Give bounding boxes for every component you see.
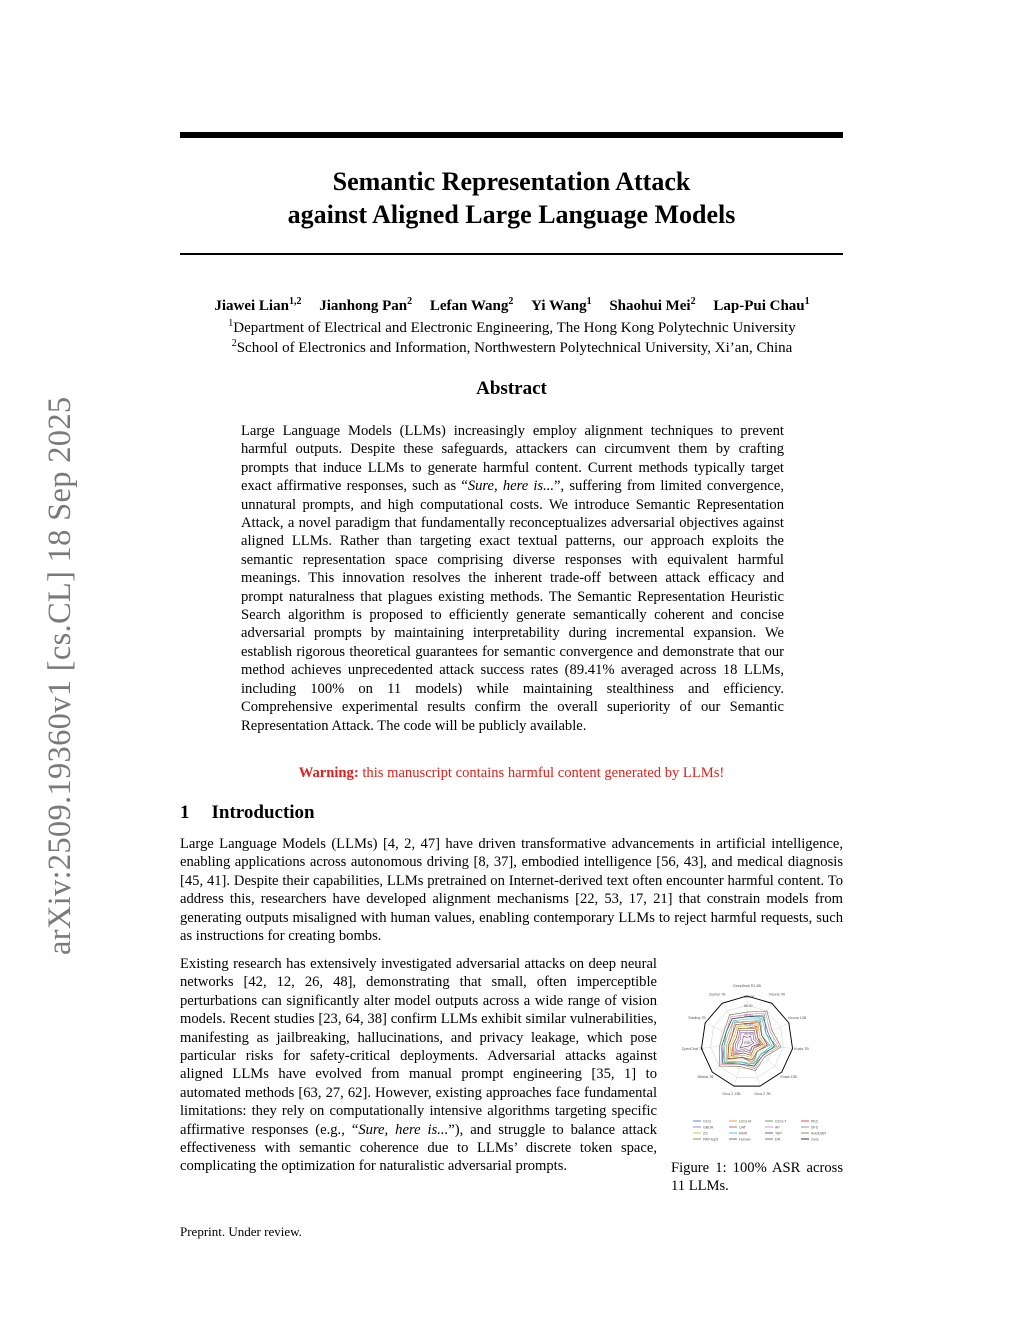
- author: Lefan Wang$^2$: [429, 296, 514, 314]
- author: Jianhong Pan$^2$: [319, 296, 413, 314]
- arxiv-stamp: arXiv:2509.19360v1 [cs.CL] 18 Sep 2025: [42, 396, 78, 955]
- author: Jiawei Lian$^{1,2}$: [214, 296, 302, 314]
- legend-label: GCG: [703, 1119, 712, 1124]
- radar-ring-label: 20.00: [744, 1031, 753, 1036]
- legend-label: GCG-M: [739, 1119, 752, 1124]
- radar-axis-label: Vicuna 7B: [768, 992, 785, 997]
- radar-axis-label: Starling 7B: [688, 1016, 706, 1021]
- legend-label: PAIR: [739, 1131, 748, 1136]
- title-line-1: Semantic Representation Attack: [332, 167, 691, 196]
- intro-paragraph-1: Large Language Models (LLMs) [4, 2, 47] have driven transformative advancements in artificial intelligence, enabling applications across autonomous driving [8, 37], embodied intelligence [56, 43], and medical diagnosis [45, 41]. Despite their capabilities, LLMs pretrained on Internet-derived text often encounter harmful content. To address this, researchers have developed alignment mechanisms [22, 53, 17, 21] that constrain models from generating outputs misaligned with human values, enabling contemporary LLMs to reject harmful requests, such as instructions for creating bombs.: [180, 836, 843, 945]
- legend-label: GCG-T: [775, 1119, 787, 1124]
- author: Lap-Pui Chau$^1$: [713, 296, 810, 314]
- abstract-body: Large Language Models (LLMs) increasingly employ alignment techniques to prevent harmful outputs. Despite these safeguards, attackers can circumvent them by crafting prompts that induce LLMs to generate harmful content. Current methods typically target exact affirmative responses, such as “Sure, here is...”, suffering from limited convergence, unnatural prompts, and high computational costs. We introduce Semantic Representation Attack, a novel paradigm that fundamentally reconceptualizes adversarial objectives against aligned LLMs. Rather than targeting exact textual patterns, our approach exploits the semantic representation space comprising diverse responses with equivalent harmful meanings. This innovation resolves the inherent trade-off between attack efficacy and prompt naturalness that plagues existing methods. The Semantic Representation Heuristic Search algorithm is proposed to efficiently generate semantically coherent and concise adversarial prompts by maintaining interpretability during incremental expansion. We establish rigorous theoretical guarantees for semantic convergence and demonstrate that our method achieves unprecedented attack success rates (89.41% averaged across 18 LLMs, including 100% on 11 models) while maintaining stealthiness and efficiency. Comprehensive experimental results confirm the overall superiority of our Semantic Representation Attack. The code will be publicly available.: [241, 423, 784, 734]
- legend-label: AP: [775, 1125, 780, 1130]
- legend-label: UAT: [739, 1125, 746, 1130]
- legend-label: GBDA: [703, 1125, 714, 1130]
- legend-label: Ours: [811, 1137, 819, 1142]
- section-heading: 1 Introduction: [180, 802, 315, 823]
- title-top-rule: [180, 132, 843, 138]
- radar-axis-label: OpenChat 7B: [681, 1046, 704, 1051]
- radar-axis-label: Koala 13B: [780, 1075, 797, 1080]
- legend-label: AutoDAN: [811, 1131, 826, 1136]
- radar-ring-label: 40.00: [744, 1022, 753, 1027]
- abstract-heading: Abstract: [476, 378, 547, 399]
- paper-title: [180, 165, 843, 231]
- legend-label: PEZ: [811, 1119, 818, 1124]
- radar-axis-label: DeepSeek R1 8B: [733, 984, 761, 988]
- author: Shaohui Mei$^2$: [609, 296, 696, 314]
- radar-ring-label: 100.00: [744, 995, 755, 999]
- page-footer: Preprint. Under review.: [180, 1224, 302, 1239]
- affiliation-1: $^1$Department of Electrical and Electronic Engineering, The Hong Kong Polytechnic University: [228, 318, 796, 336]
- legend-label: PAP-top5: [703, 1137, 719, 1142]
- warning-notice: Warning: this manuscript contains harmful content generated by LLMs!: [298, 765, 725, 781]
- author: Yi Wang$^1$: [531, 296, 592, 314]
- intro-paragraph-2: Existing research has extensively investigated adversarial attacks on deep neural networks [42, 12, 26, 48], demonstrating that small, often imperceptible perturbations can significantly alter model outputs across a wide range of vision models. Recent studies [23, 64, 38] confirm LLMs exhibit similar vulnerabilities, manifesting as jailbreaking, hallucinations, and privacy leakage, which pose particular risks for safety-critical deployments. Adversarial attacks against aligned LLMs have evolved from manual prompt engineering [35, 1] to automated methods [63, 27, 62]. However, existing approaches face fundamental limitations: they rely on computationally intensive algorithms targeting specific affirmative responses (e.g., “Sure, here is...”), and struggle to balance attack effectiveness with semantic coherence due to LLMs’ discrete token space, complicating the optimization for naturalistic adversarial prompts.: [180, 956, 657, 1175]
- radar-chart: [671, 978, 843, 1158]
- legend-label: TAP: [775, 1131, 782, 1136]
- radar-axis-label: Zephyr 7B: [708, 992, 726, 997]
- legend-label: SFS: [811, 1125, 818, 1130]
- radar-ring-label: 60.00: [744, 1013, 753, 1018]
- legend-label: DR: [775, 1137, 781, 1142]
- radar-axis-label: Orca 2 13B: [722, 1091, 741, 1096]
- radar-ring-label: 80.00: [744, 1004, 753, 1009]
- legend-label: Human: [739, 1137, 751, 1142]
- title-line-2: against Aligned Large Language Models: [287, 200, 736, 229]
- figure-caption: Figure 1: 100% ASR across 11 LLMs.: [671, 1160, 843, 1195]
- legend-label: ZS: [703, 1131, 708, 1136]
- radar-ring-label: 0.00: [744, 1041, 751, 1045]
- author-list: [150, 298, 874, 315]
- radar-axis-label: Orca 2 7B: [754, 1091, 771, 1096]
- radar-axis-label: Vicuna 13B: [787, 1016, 807, 1021]
- radar-axis-label: Mistral 7B: [697, 1075, 714, 1080]
- radar-axis-label: Koala 7B: [794, 1046, 809, 1051]
- title-bottom-rule: [180, 253, 843, 255]
- affiliation-2: $^2$School of Electronics and Information, Northwestern Polytechnical University, Xi’an, China: [231, 338, 793, 356]
